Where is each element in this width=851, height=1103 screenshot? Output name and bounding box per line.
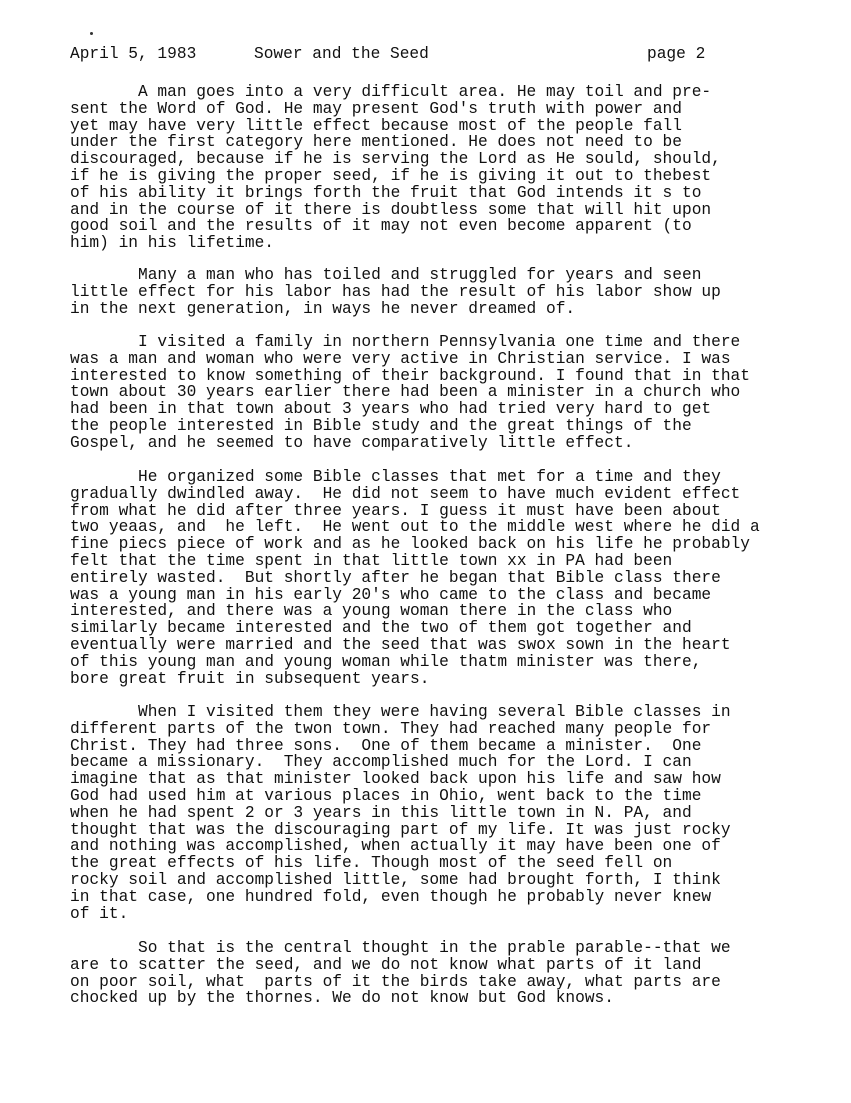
text-line: him) in his lifetime. [70,234,274,253]
text-line: on poor soil, what parts of it the birds take away, what parts are [70,972,721,991]
text-line: When I visited them they were having several Bible classes in [70,703,731,721]
text-line: Christ. They had three sons. One of them became a minister. One [70,736,702,755]
text-line: under the first category here mentioned. He does not need to be [70,133,682,152]
text-line: interested, and there was a young woman there in the class who [70,602,673,621]
text-line: if he is giving the proper seed, if he is giving it out to thebest [70,166,712,185]
text-line: and in the course of it there is doubtless some that will hit upon [70,200,712,219]
text-line: of it. [70,904,129,923]
text-line: eventually were married and the seed that was swox sown in the heart [70,635,731,654]
text-line: imagine that as that minister looked back upon his life and saw how [70,770,721,789]
header-date: April 5, 1983 [70,45,197,63]
text-line: I visited a family in northern Pennsylvania one time and there [70,333,741,351]
paragraph [70,267,800,317]
text-line: became a missionary. They accomplished much for the Lord. I can [70,753,692,772]
text-line: of this young man and young woman while thatm minister was there, [70,652,702,671]
text-line: two yeaas, and he left. He went out to the middle west where he did a [70,518,760,537]
text-line: chocked up by the thornes. We do not know but God knows. [70,989,614,1008]
text-line: sent the Word of God. He may present God's truth with power and [70,99,682,118]
text-line: in that case, one hundred fold, even though he probably never knew [70,887,712,906]
text-line: had been in that town about 3 years who had tried very hard to get [70,400,712,419]
text-line: bore great fruit in subsequent years. [70,669,430,688]
text-line: are to scatter the seed, and we do not know what parts of it land [70,955,702,974]
paragraph [70,334,800,452]
paragraph [70,940,800,1007]
text-line: and nothing was accomplished, when actually it may have been one of [70,837,721,856]
text-line: interested to know something of their background. I found that in that [70,366,750,385]
text-line: the great effects of his life. Though most of the seed fell on [70,854,673,873]
paragraph [70,704,800,922]
text-line: was a man and woman who were very active in Christian service. I was [70,349,731,368]
speck-mark [90,32,93,35]
text-line: little effect for his labor has had the result of his labor show up [70,282,721,301]
header-title: Sower and the Seed [254,45,429,63]
text-line: town about 30 years earlier there had been a minister in a church who [70,383,741,402]
text-line: different parts of the twon town. They had reached many people for [70,719,712,738]
text-line: God had used him at various places in Ohio, went back to the time [70,786,702,805]
text-line: similarly became interested and the two of them got together and [70,619,692,638]
text-line: So that is the central thought in the prable parable--that we [70,939,731,957]
text-line: thought that was the discouraging part of my life. It was just rocky [70,820,731,839]
text-line: entirely wasted. But shortly after he began that Bible class there [70,568,721,587]
text-line: when he had spent 2 or 3 years in this little town in N. PA, and [70,803,692,822]
text-line: A man goes into a very difficult area. He may toil and pre- [70,83,712,101]
page-header [70,44,790,64]
text-line: Gospel, and he seemed to have comparatively little effect. [70,433,634,452]
text-line: good soil and the results of it may not even become apparent (to [70,217,692,236]
text-line: of his ability it brings forth the fruit that God intends it s to [70,183,702,202]
paragraph [70,469,800,687]
text-line: discouraged, because if he is serving the Lord as He sould, should, [70,150,721,169]
text-line: yet may have very little effect because most of the people fall [70,116,682,135]
text-line: Many a man who has toiled and struggled for years and seen [70,266,702,284]
text-line: felt that the time spent in that little town xx in PA had been [70,551,673,570]
text-line: the people interested in Bible study and the great things of the [70,416,692,435]
header-page-number: page 2 [647,45,706,63]
text-line: fine piecs piece of work and as he looked back on his life he probably [70,535,750,554]
paragraph [70,84,800,252]
text-line: He organized some Bible classes that met for a time and they [70,468,721,486]
text-line: in the next generation, in ways he never dreamed of. [70,299,576,318]
text-line: rocky soil and accomplished little, some had brought forth, I think [70,870,721,889]
text-line: was a young man in his early 20's who came to the class and became [70,585,712,604]
text-line: gradually dwindled away. He did not seem to have much evident effect [70,484,741,503]
text-line: from what he did after three years. I guess it must have been about [70,501,721,520]
